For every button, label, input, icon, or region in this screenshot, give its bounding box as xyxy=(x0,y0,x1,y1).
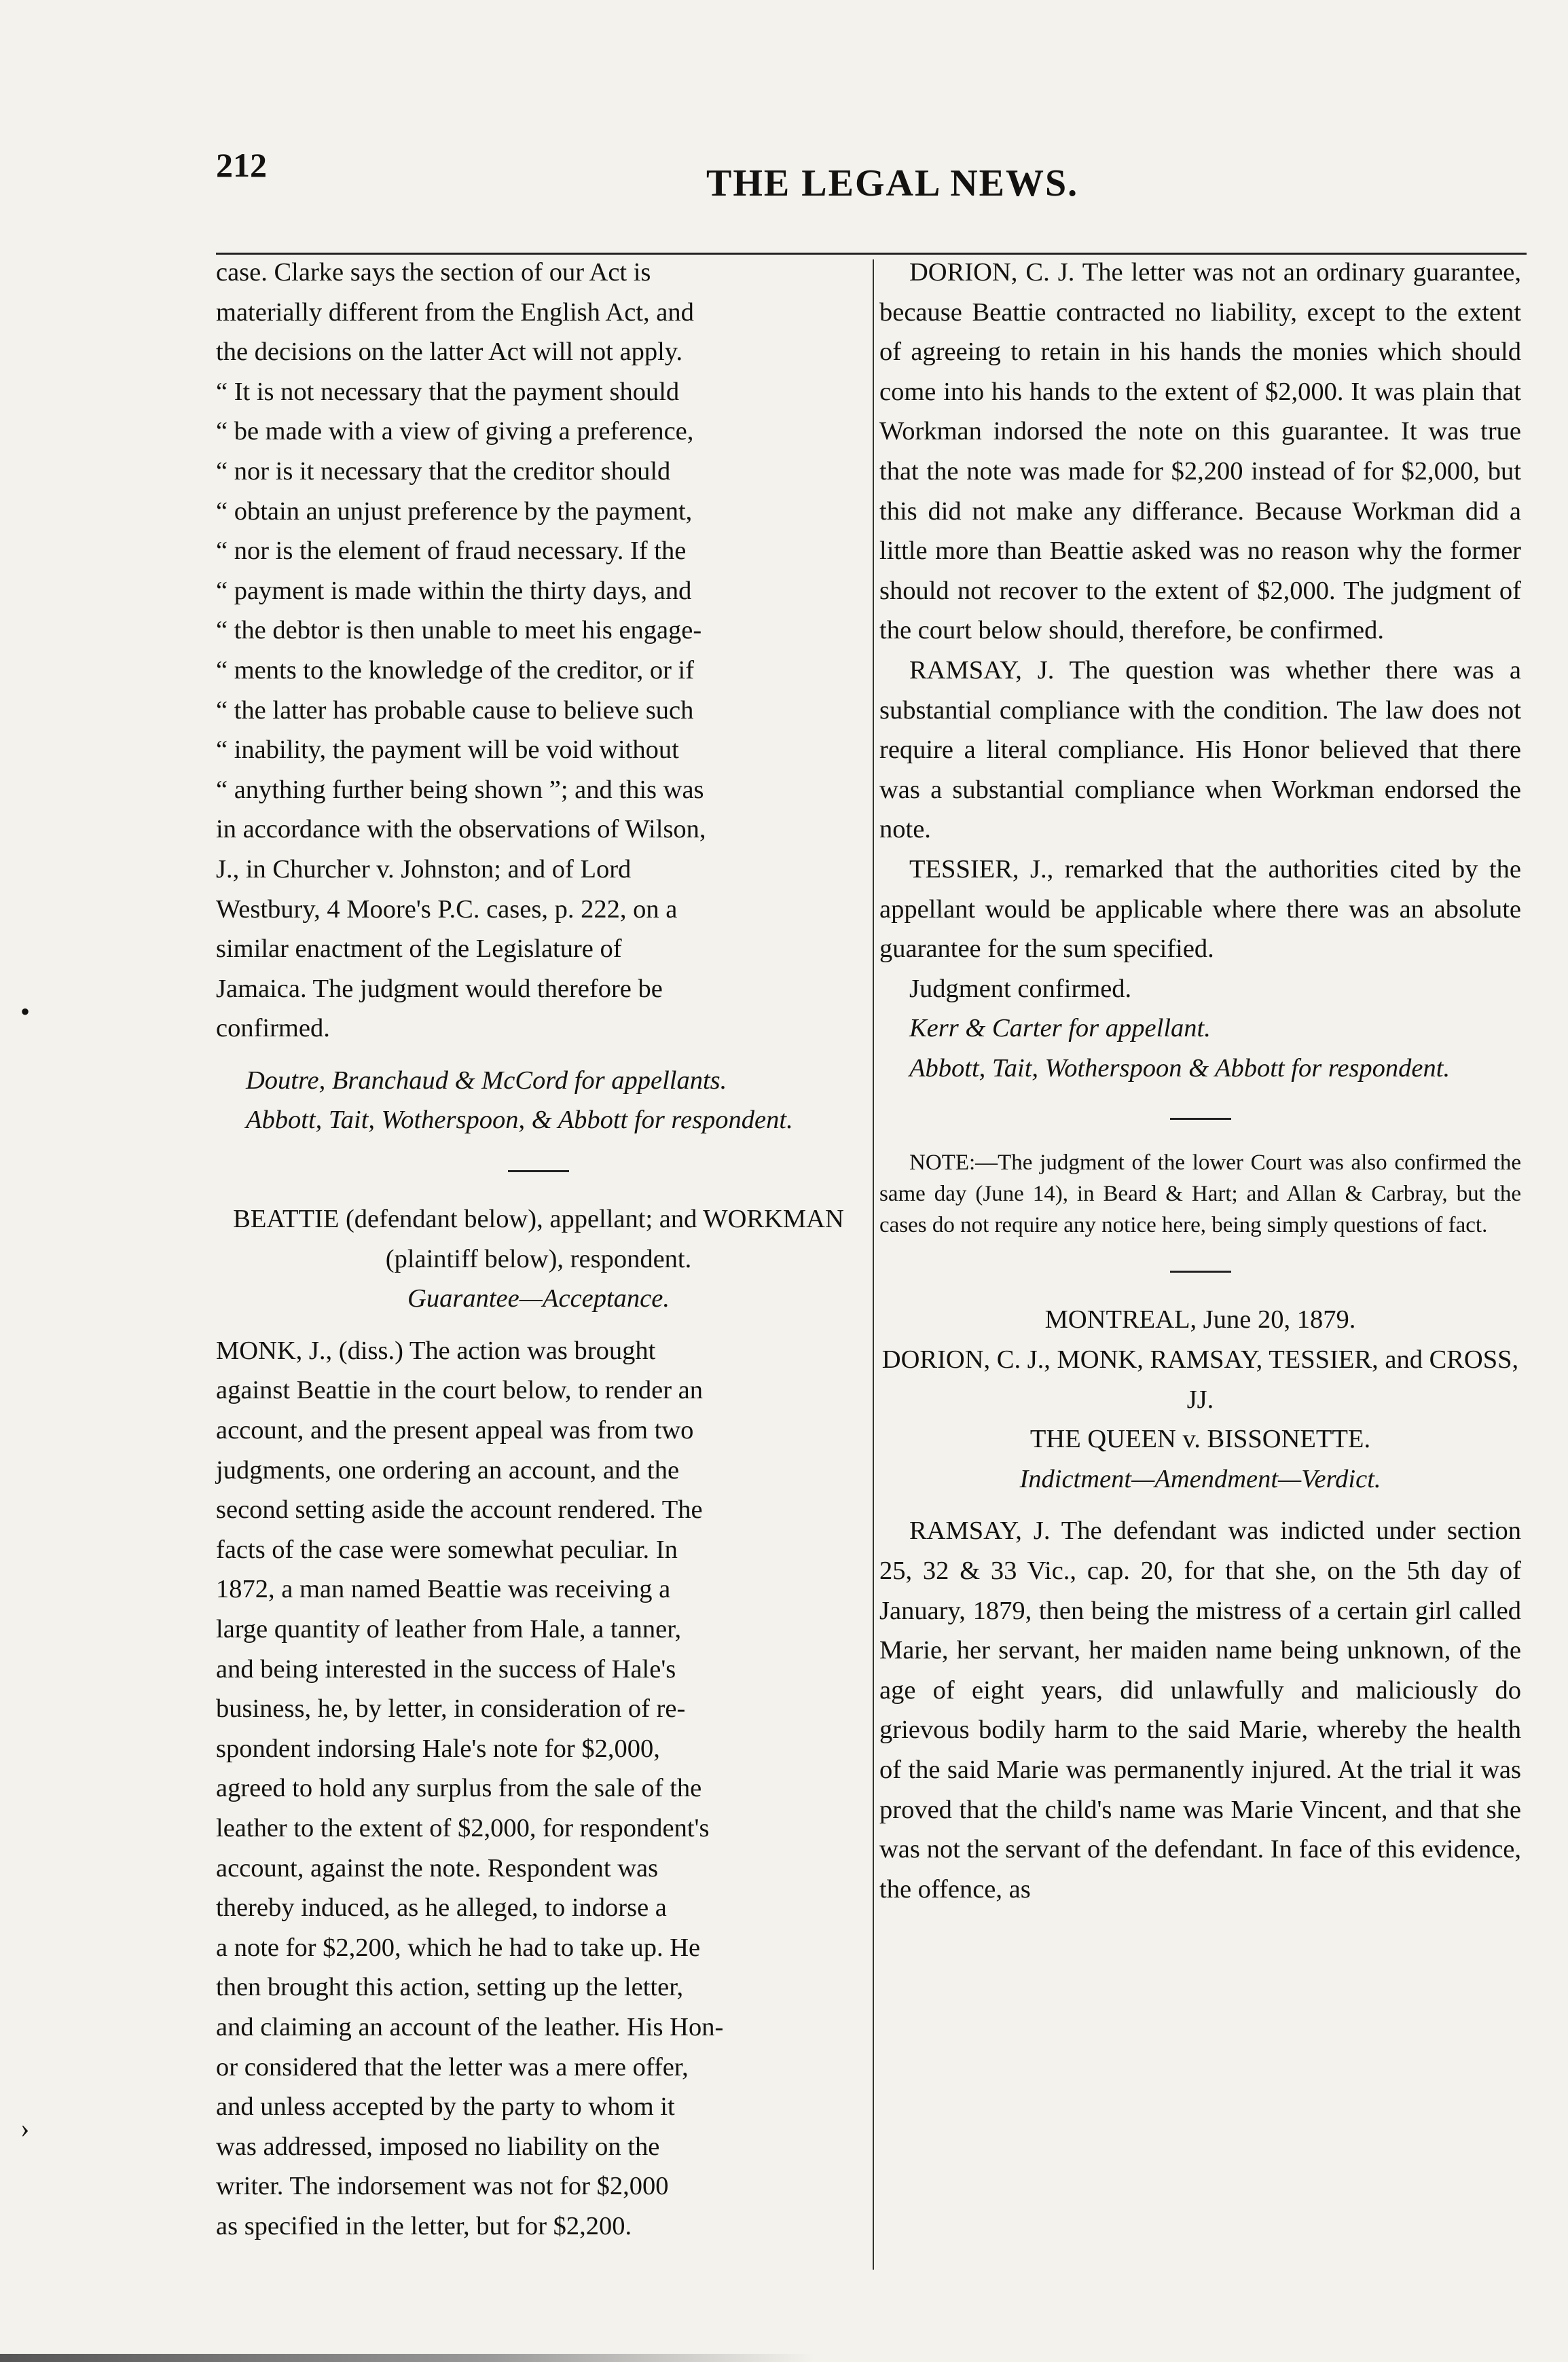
opening-paragraph xyxy=(216,253,861,1049)
text-line: or considered that the letter was a mere offer, xyxy=(216,2052,689,2082)
counsel-respondent: Abbott, Tait, Wotherspoon & Abbott for respondent. xyxy=(909,1053,1451,1083)
text-line: MONK, J., (diss.) The action was brought xyxy=(216,1336,656,1365)
text-line: spondent indorsing Hale's note for $2,000, xyxy=(216,1734,660,1763)
counsel-respondent: Abbott, Tait, Wotherspoon, & Abbott for respondent. xyxy=(246,1106,793,1135)
text-line: Westbury, 4 Moore's P.C. cases, p. 222, on a xyxy=(216,894,678,924)
text-line: and unless accepted by the party to whom it xyxy=(216,2092,675,2122)
text-line: “ inability, the payment will be void without xyxy=(216,735,679,765)
section-separator xyxy=(508,1170,569,1172)
case-note: NOTE:—The judgment of the lower Court was also confirmed the same day (June 14), in Beard & Hart; and Allan & Carbray, but the cases do not require any notice here, being simply questions of fact. xyxy=(879,1150,1521,1238)
text-line: materially different from the English Act, and xyxy=(216,297,694,327)
case-subject: Guarantee—Acceptance. xyxy=(407,1284,670,1313)
dorion-opinion: DORION, C. J. The letter was not an ordinary guarantee, because Beattie contracted no liability, except to the extent of agreeing to retain in his hands the monies which should come into his hands to the extent of $2,000. It was plain that Workman indorsed the note on this guarantee. It was true that the note was made for $2,200 instead of for $2,000, but this did not make any differance. Because Workman did a little more than Beattie asked was no reason why the former should not recover to the extent of $2,000. The judgment of the court below should, therefore, be confirmed. xyxy=(879,258,1521,645)
text-line: case. Clarke says the section of our Act is xyxy=(216,258,651,287)
case-title: THE QUEEN v. BISSONETTE. xyxy=(1029,1425,1371,1454)
text-line: 1872, a man named Beattie was receiving a xyxy=(216,1575,671,1604)
dateline: MONTREAL, June 20, 1879. xyxy=(1044,1305,1356,1334)
text-line: “ nor is it necessary that the creditor should xyxy=(216,456,671,486)
section-separator xyxy=(1170,1271,1231,1273)
text-line: similar enactment of the Legislature of xyxy=(216,934,622,964)
text-line: “ payment is made within the thirty days, and xyxy=(216,576,692,605)
monk-opinion xyxy=(216,1331,861,2247)
text-line: leather to the extent of $2,000, for respondent's xyxy=(216,1813,710,1842)
left-column xyxy=(216,253,861,2247)
case-title: BEATTIE (defendant below), appellant; and WORKMAN (plaintiff below), respondent. xyxy=(233,1205,844,1273)
bench-listing: DORION, C. J., MONK, RAMSAY, TESSIER, and CROSS, JJ. xyxy=(881,1345,1519,1414)
text-line: account, and the present appeal was from two xyxy=(216,1416,694,1445)
text-line: agreed to hold any surplus from the sale of the xyxy=(216,1774,702,1803)
text-line: judgments, one ordering an account, and the xyxy=(216,1455,680,1485)
text-line: account, against the note. Respondent was xyxy=(216,1853,659,1883)
text-line: “ obtain an unjust preference by the payment, xyxy=(216,496,693,526)
scan-artifact xyxy=(0,2354,815,2362)
ramsay-second-opinion: RAMSAY, J. The defendant was indicted under section 25, 32 & 33 Vic., cap. 20, for that she, on the 5th day of January, 1879, then being the mistress of a certain girl called Marie, her servant, her maiden name being unknown, of the age of eight years, did unlawfully and maliciously do grievous bodily harm to the said Marie, whereby the health of the said Marie was permanently injured. At the trial it was proved that the child's name was Marie Vincent, and that she was not the servant of the defendant. In face of this evidence, the offence, as xyxy=(879,1516,1521,1904)
text-line: “ nor is the element of fraud necessary. If the xyxy=(216,537,687,566)
text-line: the decisions on the latter Act will not apply. xyxy=(216,338,683,367)
running-title: THE LEGAL NEWS. xyxy=(706,162,1079,204)
text-line: as specified in the letter, but for $2,200. xyxy=(216,2211,632,2240)
text-line: against Beattie in the court below, to render an xyxy=(216,1376,703,1405)
text-line: was addressed, imposed no liability on the xyxy=(216,2132,660,2161)
text-line: facts of the case were somewhat peculiar. In xyxy=(216,1535,678,1564)
ramsay-opinion: RAMSAY, J. The question was whether there was a substantial compliance with the condition. The law does not require a literal compliance. His Honor believed that there was a substantial compliance when Workman endorsed the note. xyxy=(879,655,1521,844)
text-line: second setting aside the account rendered. The xyxy=(216,1495,703,1525)
text-line: “ It is not necessary that the payment should xyxy=(216,377,680,406)
counsel-appellant: Kerr & Carter for appellant. xyxy=(909,1014,1211,1043)
text-line: then brought this action, setting up the letter, xyxy=(216,1973,684,2002)
column-divider xyxy=(873,259,874,2270)
text-line: Jamaica. The judgment would therefore be xyxy=(216,974,663,1003)
text-line: “ the latter has probable cause to believe such xyxy=(216,695,694,725)
text-line: thereby induced, as he alleged, to indorse a xyxy=(216,1893,667,1923)
text-line: “ be made with a view of giving a preference, xyxy=(216,417,694,446)
text-line: and being interested in the success of Hale's xyxy=(216,1654,676,1684)
margin-mark: › xyxy=(20,2113,30,2143)
text-line: J., in Churcher v. Johnston; and of Lord xyxy=(216,854,632,884)
page-number: 212 xyxy=(216,146,267,184)
text-line: and claiming an account of the leather. His Hon- xyxy=(216,2012,724,2041)
tessier-opinion: TESSIER, J., remarked that the authorities cited by the appellant would be applicable where there was an absolute guarantee for the sum specified. xyxy=(879,854,1521,964)
text-line: large quantity of leather from Hale, a tanner, xyxy=(216,1615,682,1643)
text-line: “ anything further being shown ”; and this was xyxy=(216,775,704,804)
text-line: writer. The indorsement was not for $2,000 xyxy=(216,2172,669,2201)
section-separator xyxy=(1170,1118,1231,1120)
text-line: business, he, by letter, in consideration of re- xyxy=(216,1694,686,1724)
judgment-line: Judgment confirmed. xyxy=(909,974,1132,1003)
case-subject: Indictment—Amendment—Verdict. xyxy=(1019,1464,1381,1493)
right-column xyxy=(879,253,1521,1909)
margin-mark: • xyxy=(20,996,31,1027)
text-line: “ ments to the knowledge of the creditor, or if xyxy=(216,655,695,685)
counsel-appellants: Doutre, Branchaud & McCord for appellants. xyxy=(246,1066,727,1095)
text-line: “ the debtor is then unable to meet his engage- xyxy=(216,616,702,645)
text-line: a note for $2,200, which he had to take up. He xyxy=(216,1933,701,1962)
text-line: in accordance with the observations of Wilson, xyxy=(216,815,706,844)
text-line: confirmed. xyxy=(216,1014,330,1043)
